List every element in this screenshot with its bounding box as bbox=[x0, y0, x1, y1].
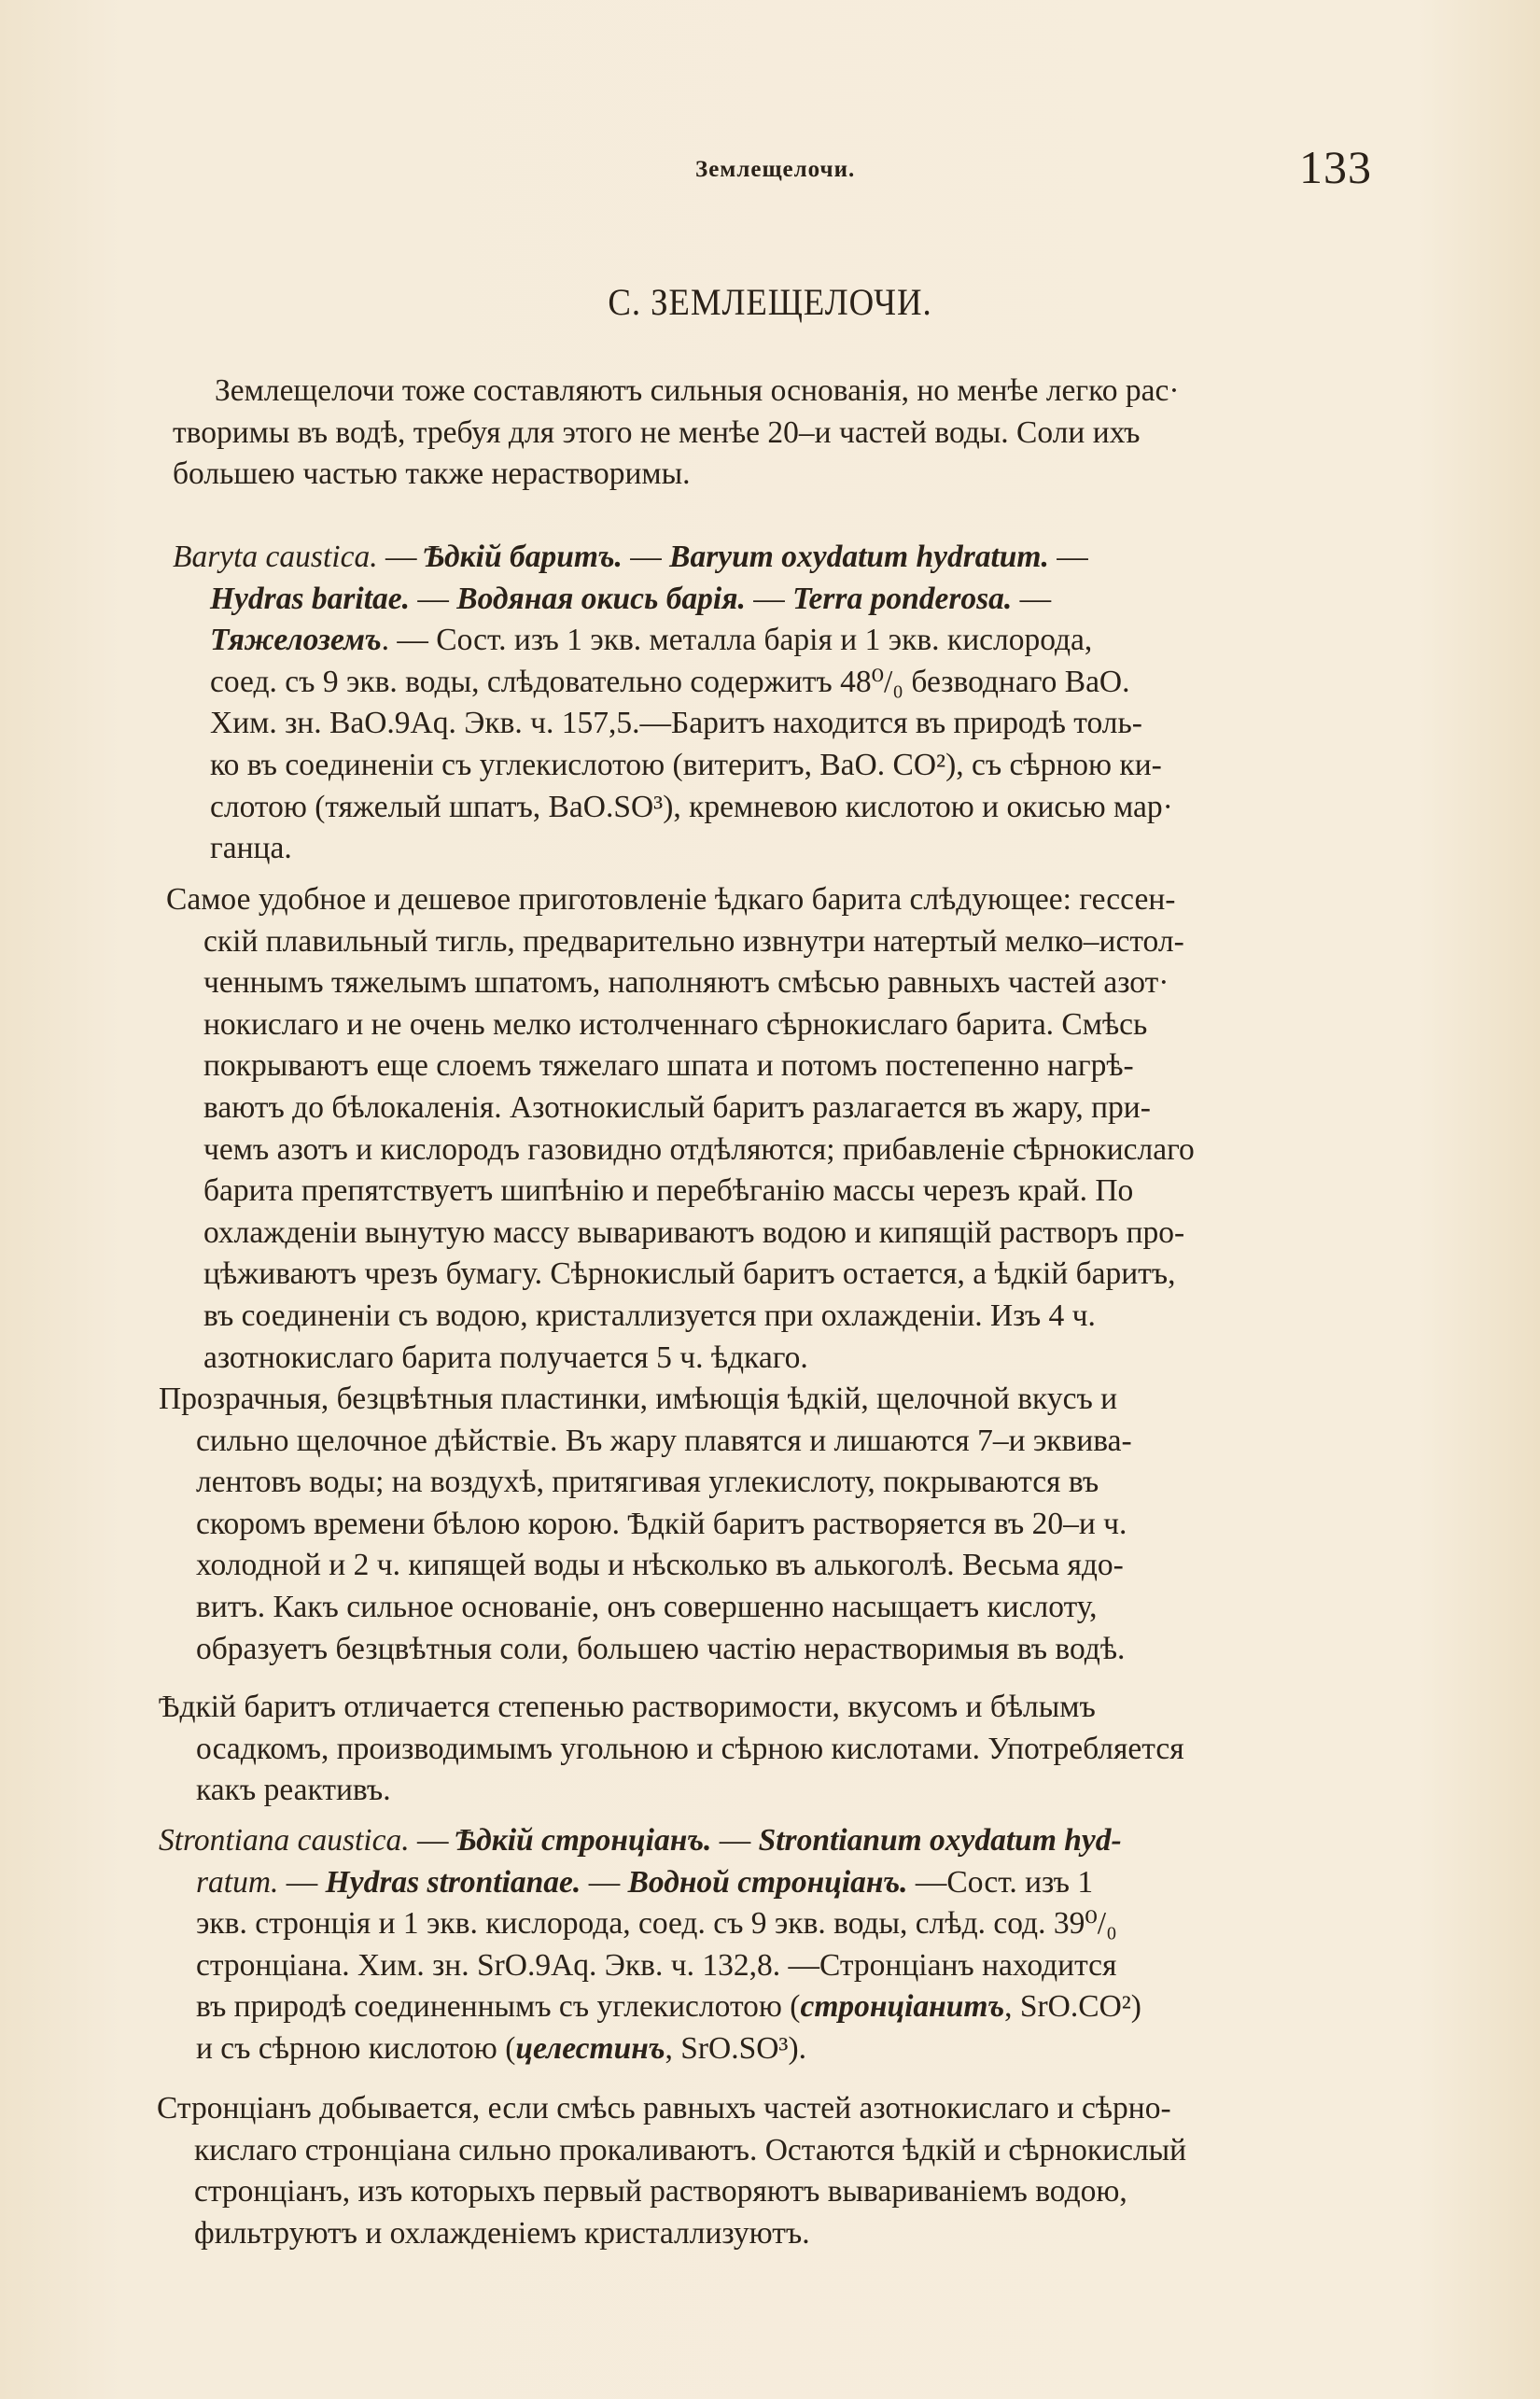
text-line: сильно щелочное дѣйствіе. Въ жару плавятся и лишаются 7–и эквива- bbox=[196, 1423, 1132, 1458]
text-line: Hydras baritae. — Водяная окись барія. — Terra ponderosa. — bbox=[210, 581, 1052, 616]
text-line: Baryta caustica. — Ѣдкій баритъ. — Barуum oxydatum hydratum. — bbox=[173, 540, 1088, 574]
russian-name: Водяная окись барія. bbox=[456, 581, 746, 616]
section-title: С. ЗЕМЛЕЩЕЛОЧИ. bbox=[608, 281, 932, 323]
text-line: Самое удобное и дешевое приготовленіе ѣдкаго барита слѣдующее: гессен- bbox=[166, 882, 1176, 917]
running-head: Землещелочи. bbox=[695, 157, 856, 182]
latin-name: Strontiana caustica. bbox=[159, 1823, 410, 1858]
text-line: барита препятствуетъ шипѣнію и перебѣганію массы черезъ край. По bbox=[203, 1173, 1134, 1209]
mineral-name: стронціанитъ bbox=[800, 1989, 1005, 2025]
text-line: въ природѣ соединеннымъ съ углекислотою (стронціанитъ, SrO.CO²) bbox=[196, 1989, 1141, 2025]
text-line: Прозрачныя, безцвѣтныя пластинки, имѣющія ѣдкій, щелочной вкусъ и bbox=[159, 1382, 1118, 1416]
text-line: и съ сѣрною кислотою (целестинъ, SrO.SO³). bbox=[196, 2030, 806, 2066]
properties-paragraph bbox=[159, 1379, 1363, 1670]
text-line: витъ. Какъ сильное основаніе, онъ совершенно насыщаетъ кислоту, bbox=[196, 1589, 1098, 1624]
text-line: большею частью также нерастворимы. bbox=[173, 456, 691, 492]
text-line: Землещелочи тоже составляютъ сильныя основанія, но менѣе легко рас· bbox=[215, 373, 1180, 408]
text-line: скоромъ времени бѣлою корою. Ѣдкій баритъ растворяется въ 20–и ч. bbox=[196, 1506, 1127, 1541]
text-line: ratum. — Hydras strontianae. — Водной стронціанъ. —Сост. изъ 1 bbox=[196, 1864, 1094, 1900]
text-line: охлажденіи вынутую массу вывариваютъ водою и кипящій растворъ про- bbox=[203, 1214, 1185, 1250]
latin-name: Terra ponderosa. bbox=[792, 581, 1013, 616]
text-line: Ѣдкій баритъ отличается степенью растворимости, вкусомъ и бѣлымъ bbox=[159, 1690, 1096, 1724]
text-line: творимы въ водѣ, требуя для этого не менѣе 20–и частей воды. Соли ихъ bbox=[173, 414, 1141, 450]
intro-paragraph bbox=[173, 371, 1358, 496]
text-line: ко въ соединеніи съ углекислотою (витеритъ, BaO. CO²), съ сѣрною ки- bbox=[210, 747, 1162, 782]
russian-name: Ѣдкій баритъ. bbox=[424, 540, 623, 574]
text-line: нокислаго и не очень мелко истолченнаго сѣрнокислаго барита. Смѣсь bbox=[203, 1006, 1148, 1042]
text-line: чемъ азотъ и кислородъ газовидно отдѣляются; прибавленіе сѣрнокислаго bbox=[203, 1131, 1195, 1167]
russian-name: Водной стронціанъ. bbox=[627, 1864, 908, 1900]
text-line: кислаго стронціана сильно прокаливаютъ. Остаются ѣдкій и сѣрнокислый bbox=[194, 2132, 1187, 2168]
text-line: азотнокислаго барита получается 5 ч. ѣдкаго. bbox=[203, 1340, 808, 1375]
russian-name: Тяжелоземъ bbox=[210, 623, 382, 658]
russian-name: Ѣдкій стронціанъ. bbox=[455, 1823, 712, 1858]
latin-name: Hydras baritae. bbox=[210, 581, 411, 616]
text-line: холодной и 2 ч. кипящей воды и нѣсколько въ алькоголѣ. Весьма ядо- bbox=[196, 1548, 1124, 1583]
baryta-entry bbox=[173, 537, 1377, 870]
strontia-entry bbox=[159, 1820, 1363, 2070]
text-line: лентовъ воды; на воздухѣ, притягивая углекислоту, покрываются въ bbox=[196, 1465, 1099, 1500]
text-line: ваютъ до бѣлокаленія. Азотнокислый баритъ разлагается въ жару, при- bbox=[203, 1089, 1151, 1125]
latin-name: Baryta caustica. bbox=[173, 540, 378, 574]
text-line: покрываютъ еще слоемъ тяжелаго шпата и потомъ постепенно нагрѣ- bbox=[203, 1048, 1134, 1084]
text-line: экв. стронція и 1 экв. кислорода, соед. съ 9 экв. воды, слѣд. сод. 39⁰/₀ bbox=[196, 1906, 1117, 1942]
text-line: осадкомъ, производимымъ угольною и сѣрною кислотами. Употребляется bbox=[196, 1731, 1184, 1766]
strontia-preparation-paragraph bbox=[157, 2088, 1361, 2254]
text-line: ченнымъ тяжелымъ шпатомъ, наполняютъ смѣсью равныхъ частей азот· bbox=[203, 965, 1169, 1001]
latin-name: Strontianum oxydatum hyd- bbox=[758, 1823, 1122, 1858]
usage-paragraph bbox=[159, 1687, 1363, 1812]
text-line: скій плавильный тигль, предварительно извнутри натертый мелко–истол- bbox=[203, 923, 1184, 959]
mineral-name: целестинъ bbox=[515, 2030, 665, 2066]
text-line: слотою (тяжелый шпатъ, BaO.SO³), кремневою кислотою и окисью мар· bbox=[210, 789, 1173, 824]
page-number: 133 bbox=[1299, 141, 1372, 193]
preparation-paragraph bbox=[166, 879, 1370, 1379]
text-line: ганца. bbox=[210, 831, 292, 866]
text-line: образуетъ безцвѣтныя соли, большею частію нерастворимыя въ водѣ. bbox=[196, 1631, 1126, 1666]
text-line: стронціана. Хим. зн. SrO.9Aq. Экв. ч. 132,8. —Стронціанъ находится bbox=[196, 1947, 1117, 1983]
text-line: фильтруютъ и охлажденіемъ кристаллизуютъ. bbox=[194, 2215, 810, 2251]
text-line: соед. съ 9 экв. воды, слѣдовательно содержитъ 48⁰/₀ безводнаго BaO. bbox=[210, 664, 1130, 699]
text-line: Хим. зн. BaO.9Aq. Экв. ч. 157,5.—Баритъ находится въ природѣ толь- bbox=[210, 706, 1142, 741]
latin-name: Hydras strontianae. bbox=[325, 1864, 581, 1900]
latin-name: Barуum oxydatum hydratum. bbox=[669, 540, 1049, 574]
text-line: въ соединеніи съ водою, кристаллизуется при охлажденіи. Изъ 4 ч. bbox=[203, 1298, 1096, 1333]
latin-name: ratum. bbox=[196, 1864, 279, 1900]
text-line: Strontiana caustica. — Ѣдкій стронціанъ. — Strontianum oxydatum hyd- bbox=[159, 1823, 1122, 1858]
text-line: какъ реактивъ. bbox=[196, 1773, 391, 1808]
text-line: цѣживаютъ чрезъ бумагу. Сѣрнокислый баритъ остается, а ѣдкій баритъ, bbox=[203, 1256, 1176, 1292]
text-line: Стронціанъ добывается, если смѣсь равныхъ частей азотнокислаго и сѣрно- bbox=[157, 2091, 1171, 2125]
text-line: Тяжелоземъ. — Сост. изъ 1 экв. металла барія и 1 экв. кислорода, bbox=[210, 623, 1093, 658]
text-line: стронціанъ, изъ которыхъ первый растворяютъ вывариваніемъ водою, bbox=[194, 2174, 1127, 2210]
